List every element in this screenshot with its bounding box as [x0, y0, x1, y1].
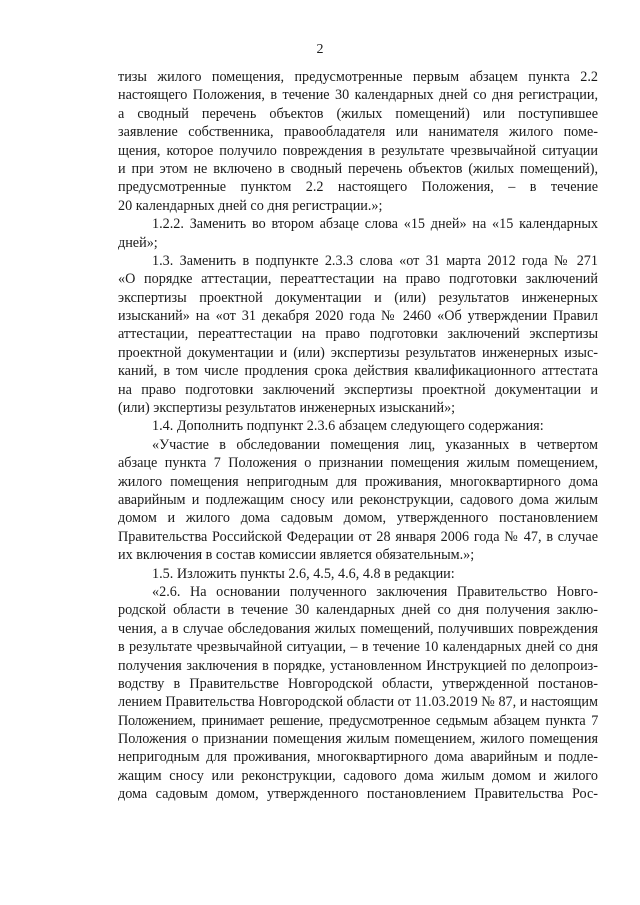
text-line: 1.5. Изложить пункты 2.6, 4.5, 4.6, 4.8 в редакции:: [152, 565, 455, 582]
text-line: лением Правительства Новгородской области от 11.03.2019 № 87, и настоящим: [118, 694, 598, 711]
text-line: заявление собственника, правообладателя или нанимателя жилого поме-: [118, 124, 598, 141]
text-line: в результате чрезвычайной ситуации, – в течение 10 календарных дней со дня: [118, 639, 598, 656]
text-line: «2.6. На основании полученного заключения Правительство Новго-: [152, 583, 598, 600]
paragraph: [118, 68, 598, 215]
text-line: чения, а в случае обследования жилых помещений, получивших повреждения: [118, 620, 598, 637]
text-line: Положением, принимает решение, предусмотренное седьмым абзацем пункта 7: [118, 712, 598, 729]
text-line: Правительства Российской Федерации от 28 января 2006 года № 47, в случае: [118, 528, 598, 545]
text-line: их включения в состав комиссии является обязательным.»;: [118, 547, 475, 564]
text-line: «О порядке аттестации, переаттестации на право подготовки заключений: [118, 271, 598, 288]
text-line: аварийным и подлежащим сносу или реконструкции, садового дома жилым: [118, 491, 598, 508]
text-line: дней»;: [118, 234, 158, 251]
text-line: 1.3. Заменить в подпункте 2.3.3 слова «от 31 марта 2012 года № 271: [152, 252, 598, 269]
text-line: домом и жилого дома садовым домом, утвержденного постановлением: [118, 510, 598, 527]
text-line: родской области в течение 30 календарных дней со дня получения заклю-: [118, 602, 598, 619]
text-line: каний, в том числе продления срока действия квалификационного аттестата: [118, 363, 598, 380]
text-line: (или) экспертизы результатов инженерных изысканий»;: [118, 400, 456, 417]
text-line: непригодным для проживания, многоквартирного дома аварийным и подле-: [118, 749, 598, 766]
text-line: жащим сносу или реконструкции, садового дома жилым домом и жилого: [118, 767, 598, 784]
text-line: аттестации, переаттестации на право подготовки заключений экспертизы: [118, 326, 598, 343]
paragraph: [118, 215, 598, 252]
text-line: и при этом не включено в сводный перечень объектов (жилых помещений),: [118, 160, 598, 177]
text-line: 1.4. Дополнить подпункт 2.3.6 абзацем следующего содержания:: [152, 418, 544, 435]
paragraph: [118, 565, 598, 583]
text-line: водству в Правительстве Новгородской области, утвержденной постанов-: [118, 675, 598, 692]
paragraph: [118, 583, 598, 804]
paragraph: [118, 252, 598, 418]
text-line: дома садовым домом, утвержденного постановлением Правительства Рос-: [118, 786, 598, 803]
text-line: а сводный перечень объектов (жилых помещений) или поступившее: [118, 105, 598, 122]
text-line: на право подготовки заключений экспертизы проектной документации и: [118, 381, 598, 398]
text-line: изысканий» на «от 31 декабря 2020 года № 2460 «Об утверждении Правил: [118, 308, 598, 325]
text-line: проектной документации и (или) экспертизы результатов инженерных изыс-: [118, 344, 598, 361]
text-line: получения заключения в порядке, установленном Инструкцией по делопроиз-: [118, 657, 598, 674]
paragraph: [118, 436, 598, 565]
text-line: абзаце пункта 7 Положения о признании помещения жилым помещением,: [118, 455, 598, 472]
text-line: экспертизы проектной документации и (или) результатов инженерных: [118, 289, 598, 306]
text-line: настоящего Положения, в течение 30 календарных дней со дня регистрации,: [118, 87, 598, 104]
text-line: «Участие в обследовании помещения лиц, указанных в четвертом: [152, 436, 598, 453]
text-line: жилого помещения непригодным для проживания, многоквартирного дома: [118, 473, 598, 490]
text-line: Положения о признании помещения жилым помещением, жилого помещения: [118, 731, 598, 748]
text-line: 1.2.2. Заменить во втором абзаце слова «15 дней» на «15 календарных: [152, 216, 598, 233]
document-body: [118, 68, 598, 804]
text-line: тизы жилого помещения, предусмотренные первым абзацем пункта 2.2: [118, 69, 598, 85]
page-number: 2: [316, 42, 324, 57]
text-line: 20 календарных дней со дня регистрации.»;: [118, 197, 383, 214]
text-line: щения, которое получило повреждения в результате чрезвычайной ситуации: [118, 142, 598, 159]
paragraph: [118, 417, 598, 435]
text-line: предусмотренные пунктом 2.2 настоящего Положения, – в течение: [118, 179, 598, 196]
